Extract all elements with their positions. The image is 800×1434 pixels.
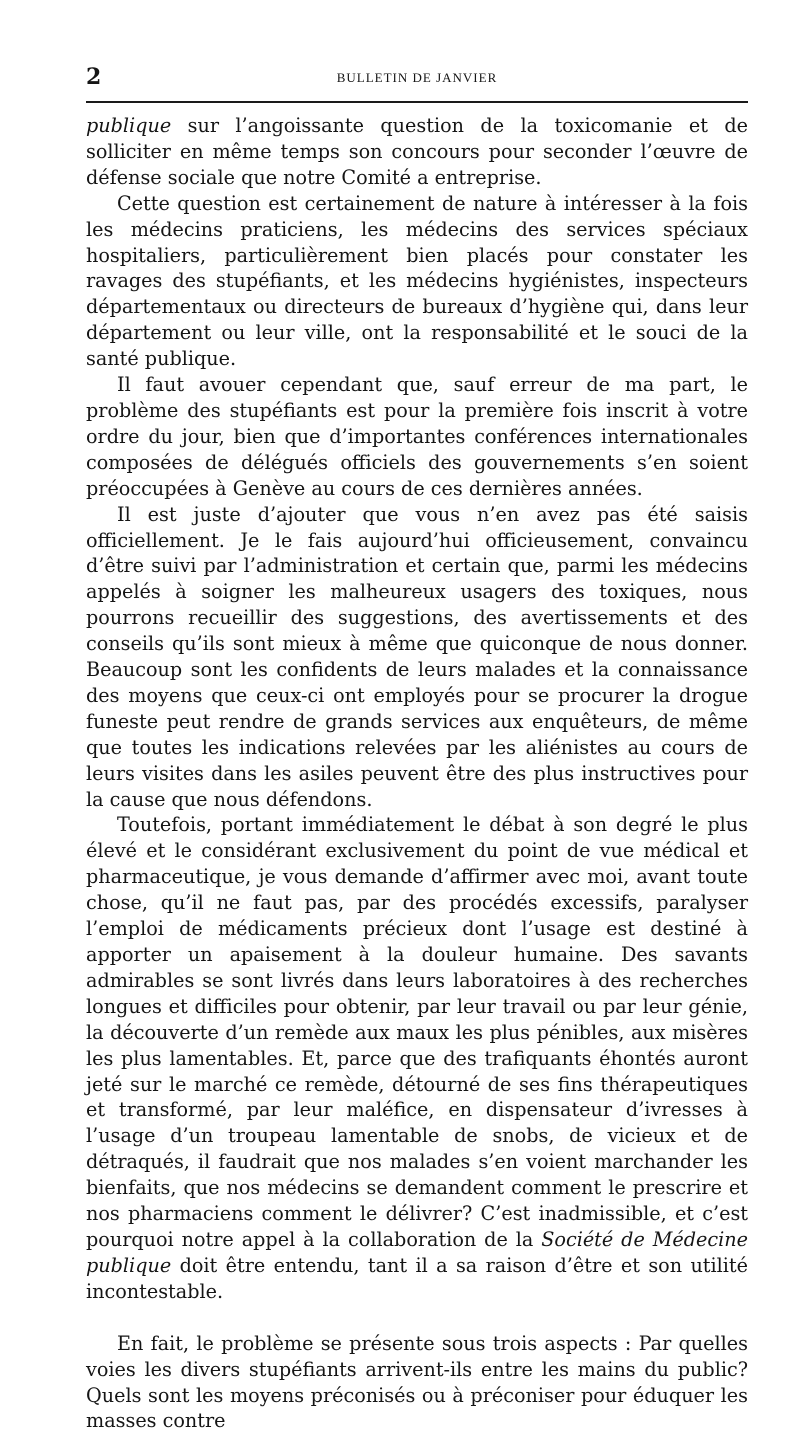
society-name: Société de Médecine publique (86, 1227, 748, 1277)
paragraph-text: sur l’angoissante question de la toxicomanie et de solliciter en même temps son concours pour seconder l’œuvre de défense sociale que notre Comité a entreprise. (86, 114, 748, 189)
page-number: 2 (86, 64, 102, 90)
running-title: BULLETIN DE JANVIER (336, 70, 498, 85)
paragraph: Cette question est certainement de nature à intéresser à la fois les médecins praticiens, les médecins des services spéciaux hospitaliers, particulièrement bien placés pour constater les ravages des stupéfiants, et les médecins hygiénistes, inspecteurs départementaux ou directeurs de bureaux d’hygiène qui, dans leur département ou leur ville, ont la responsabilité et le souci de la santé publique. (86, 191, 748, 371)
paragraph (86, 812, 748, 1304)
body-text (86, 113, 748, 1434)
paragraph-text: doit être entendu, tant il a sa raison d’être et son utilité incontestable. (86, 1253, 748, 1303)
italic-word: publique (86, 114, 172, 137)
paragraph-new-section: En fait, le problème se présente sous trois aspects : Par quelles voies les divers stupéfiants arrivent-ils entre les mains du public? Quels sont les moyens préconisés ou à préconiser pour éduquer les masses contre (86, 1331, 748, 1433)
page-header (86, 64, 748, 90)
paragraph: Il est juste d’ajouter que vous n’en avez pas été saisis officiellement. Je le fais aujourd’hui officieusement, convaincu d’être suivi par l’administration et certain que, parmi les médecins appelés à soigner les malheureux usagers des toxiques, nous pourrons recueillir des suggestions, des avertissements et des conseils qu’ils sont mieux à même que quiconque de nous donner. Beaucoup sont les confidents de leurs malades et la connaissance des moyens que ceux-ci ont employés pour se procurer la drogue funeste peut rendre de grands services aux enquêteurs, de même que toutes les indications relevées par les aliénistes au cours de leurs visites dans les asiles peuvent être des plus instructives pour la cause que nous défendons. (86, 502, 748, 811)
paragraph: Il faut avouer cependant que, sauf erreur de ma part, le problème des stupéfiants est pour la première fois inscrit à votre ordre du jour, bien que d’importantes conférences internationales composées de délégués officiels des gouvernements s’en soient préoccupées à Genève au cours de ces dernières années. (86, 373, 748, 500)
paragraph-text: Toutefois, portant immédiatement le débat à son degré le plus élevé et le considérant exclusivement du point de vue médical et pharmaceutique, je vous demande d’affirmer avec moi, avant toute chose, qu’il ne faut pas, par des procédés excessifs, paralyser l’emploi de médicaments précieux dont l’usage est destiné à apporter un apaisement à la douleur humaine. Des savants admirables se sont livrés dans leurs laboratoires à des recherches longues et difficiles pour obtenir, par leur travail ou par leur génie, la découverte d’un remède aux maux les plus pénibles, aux misères les plus lamentables. Et, parce que des trafiquants éhontés auront jeté sur le marché ce remède, détourné de ses fins thérapeutiques et transformé, par leur maléfice, en dispensateur d’ivresses à l’usage d’un troupeau lamentable de snobs, de vicieux et de détraqués, il faudrait que nos malades s’en voient marchander les bienfaits, que nos médecins se demandent comment le prescrire et nos pharmaciens comment le délivrer? C’est inadmissible, et c’est pourquoi notre appel à la collaboration de la (86, 813, 748, 1251)
paragraph-continued (86, 113, 748, 191)
header-rule (86, 101, 748, 103)
